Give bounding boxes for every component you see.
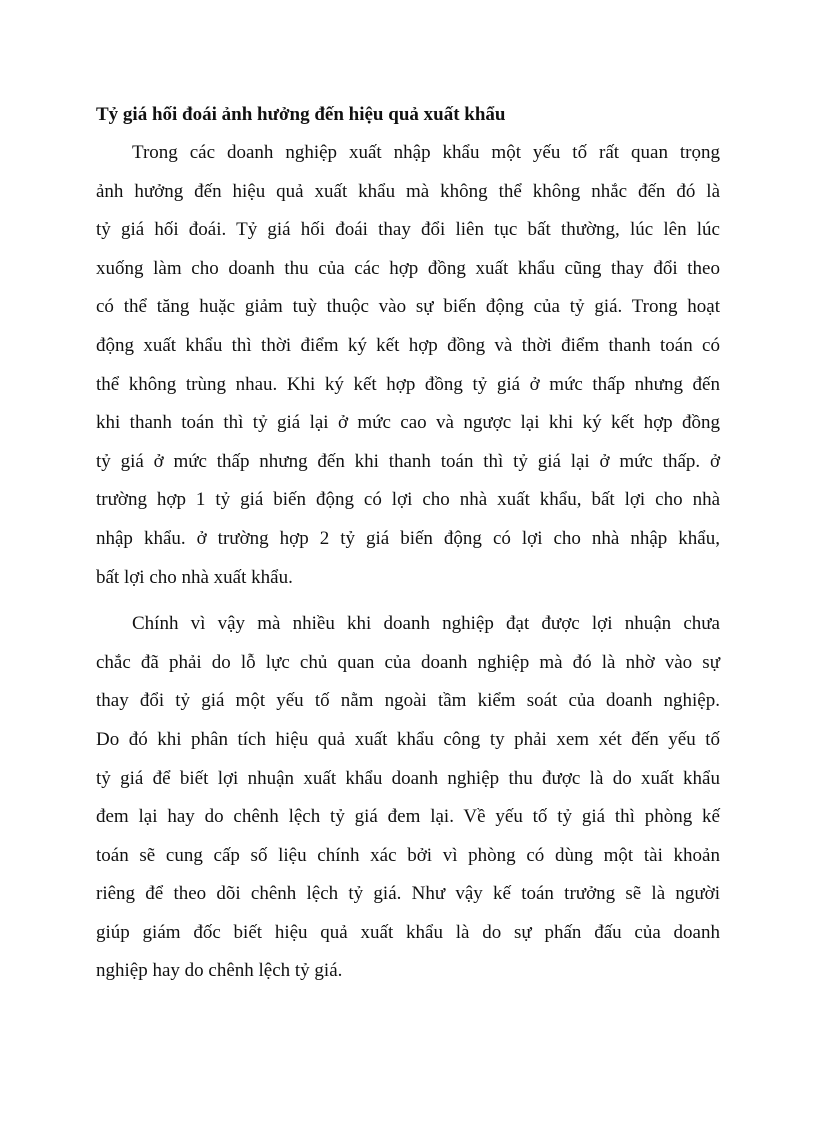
paragraph-line: Trong các doanh nghiệp xuất nhập khẩu một yếu tố rất quan trọng (132, 142, 720, 163)
document-page (96, 96, 720, 991)
paragraph-line: xuống làm cho doanh thu của các hợp đồng xuất khẩu cũng thay đổi theo (96, 257, 720, 279)
paragraph-line: nhập khẩu. ở trường hợp 2 tỷ giá biến động có lợi cho nhà nhập khẩu, (96, 527, 720, 549)
paragraph-line: bất lợi cho nhà xuất khẩu. (96, 566, 293, 588)
paragraph-line: riêng để theo dõi chênh lệch tỷ giá. Như vậy kế toán trưởng sẽ là người (96, 883, 720, 905)
paragraph-line: toán sẽ cung cấp số liệu chính xác bởi vì phòng có dùng một tài khoản (96, 844, 720, 866)
paragraph-line: tỷ giá ở mức thấp nhưng đến khi thanh toán thì tỷ giá lại ở mức thấp. ở (96, 450, 720, 472)
paragraph-line: khi thanh toán thì tỷ giá lại ở mức cao và ngược lại khi ký kết hợp đồng (96, 412, 720, 434)
paragraph-line: trường hợp 1 tỷ giá biến động có lợi cho nhà xuất khẩu, bất lợi cho nhà (96, 489, 720, 511)
paragraph-line: thay đổi tỷ giá một yếu tố nằm ngoài tầm kiểm soát của doanh nghiệp. (96, 690, 720, 712)
paragraph-line: có thể tăng huặc giảm tuỳ thuộc vào sự biến động của tỷ giá. Trong hoạt (96, 296, 720, 318)
paragraph-2 (96, 605, 720, 991)
paragraph-line: đem lại hay do chênh lệch tỷ giá đem lại. Về yếu tố tỷ giá thì phòng kế (96, 806, 720, 828)
paragraph-line: chắc đã phải do lỗ lực chủ quan của doanh nghiệp mà đó là nhờ vào sự (96, 651, 720, 673)
paragraph-line: Do đó khi phân tích hiệu quả xuất khẩu công ty phải xem xét đến yếu tố (96, 728, 720, 750)
paragraph-1 (96, 134, 720, 597)
paragraph-line: nghiệp hay do chênh lệch tỷ giá. (96, 960, 343, 982)
paragraph-line: tỷ giá hối đoái. Tỷ giá hối đoái thay đổi liên tục bất thường, lúc lên lúc (96, 219, 720, 241)
paragraph-gap (96, 597, 720, 605)
paragraph-line: động xuất khẩu thì thời điểm ký kết hợp đồng và thời điểm thanh toán có (96, 334, 720, 356)
paragraph-line: Chính vì vậy mà nhiều khi doanh nghiệp đạt được lợi nhuận chưa (132, 613, 720, 635)
paragraph-line: thể không trùng nhau. Khi ký kết hợp đồng tỷ giá ở mức thấp nhưng đến (96, 373, 720, 395)
paragraph-line: ảnh hưởng đến hiệu quả xuất khẩu mà không thể không nhắc đến đó là (96, 180, 720, 202)
paragraph-line: tỷ giá để biết lợi nhuận xuất khẩu doanh nghiệp thu được là do xuất khẩu (96, 767, 720, 789)
paragraph-line: giúp giám đốc biết hiệu quả xuất khẩu là do sự phấn đấu của doanh (96, 921, 720, 943)
section-heading: Tỷ giá hối đoái ảnh hưởng đến hiệu quả xuất khẩu (96, 104, 506, 125)
